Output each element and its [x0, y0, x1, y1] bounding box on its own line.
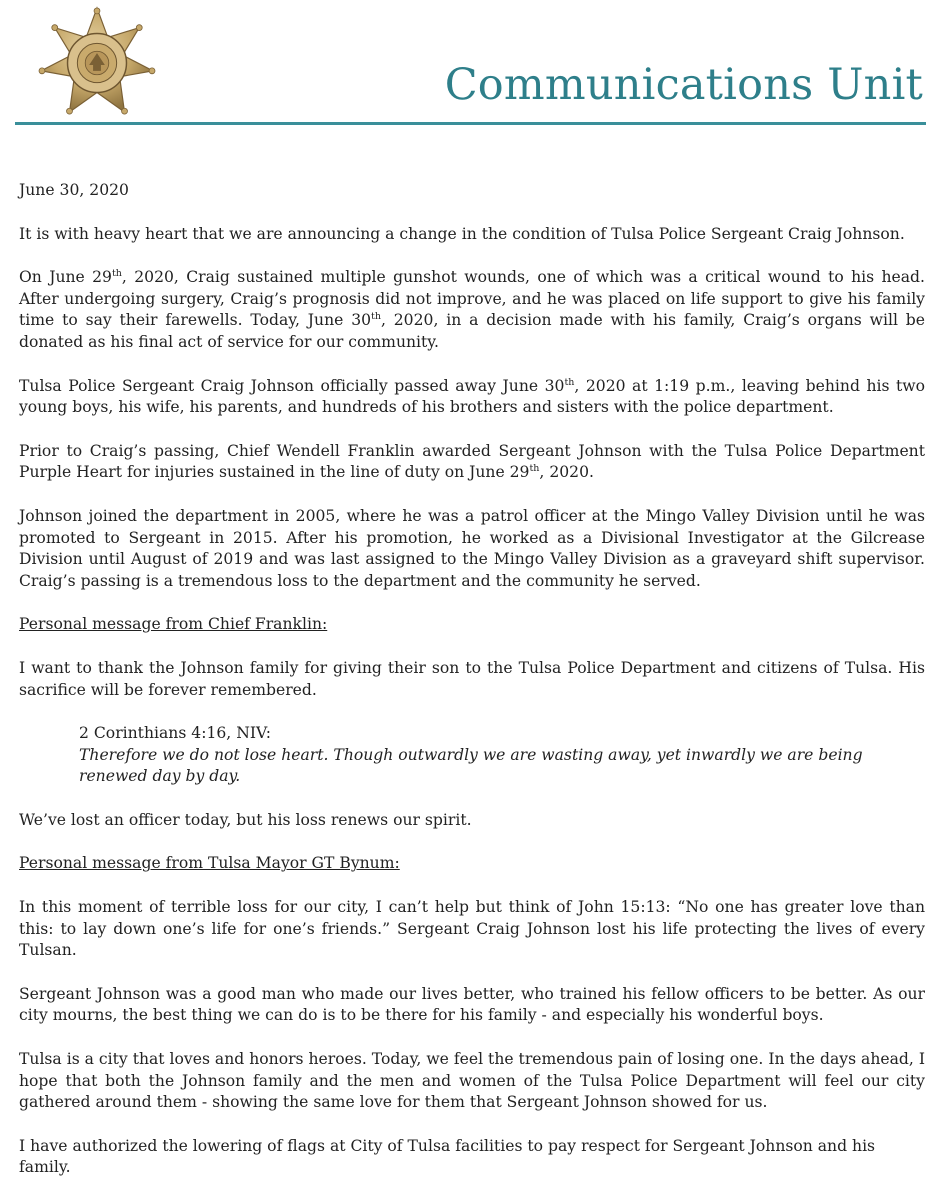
chief-closing: We’ve lost an officer today, but his loss renews our spirit. [19, 810, 472, 829]
chief-message-heading: Personal message from Chief Franklin: [19, 615, 328, 634]
paragraph-passing: Tulsa Police Sergeant Craig Johnson officially passed away June 30th, 2020 at 1:19 p.m., leaving behind his two young boys, his wife, his parents, and hundreds of his brothers and sisters with the police department. [19, 376, 925, 417]
letter-body [19, 180, 925, 1201]
paragraph-career: Johnson joined the department in 2005, where he was a patrol officer at the Mingo Valley Division until he was promoted to Sergeant in 2015. After his promotion, he worked as a Divisional Investigator at the Gilcrease Division until August of 2019 and was last assigned to the Mingo Valley Division as a graveyard shift supervisor. Craig’s passing is a tremendous loss to the department and the community he served. [19, 506, 925, 590]
mayor-message-heading: Personal message from Tulsa Mayor GT Bynum: [19, 854, 400, 873]
chief-message-paragraph: I want to thank the Johnson family for giving their son to the Tulsa Police Department and citizens of Tulsa. His sacrifice will be forever remembered. [19, 658, 925, 699]
paragraph-purple-heart: Prior to Craig’s passing, Chief Wendell Franklin awarded Sergeant Johnson with the Tulsa Police Department Purple Heart for injuries sustained in the line of duty on June 29th, 2020. [19, 441, 925, 482]
letter-date: June 30, 2020 [19, 181, 129, 199]
scripture-quote [79, 723, 925, 788]
header-divider [15, 122, 926, 125]
mayor-paragraph-1: In this moment of terrible loss for our city, I can’t help but think of John 15:13: “No one has greater love than this: to lay down one’s life for one’s friends.” Sergeant Craig Johnson lost his life protecting the lives of every Tulsan. [19, 898, 925, 960]
mayor-paragraph-3: Tulsa is a city that loves and honors heroes. Today, we feel the tremendous pain of losing one. In the days ahead, I hope that both the Johnson family and the men and women of the Tulsa Police Department will feel our city gathered around them - showing the same love for them that Sergeant Johnson showed for us. [19, 1050, 925, 1112]
mayor-paragraph-4: I have authorized the lowering of flags at City of Tulsa facilities to pay respect for Sergeant Johnson and his family. [19, 1136, 876, 1177]
scripture-reference: 2 Corinthians 4:16, NIV: [79, 724, 271, 743]
paragraph-intro: It is with heavy heart that we are announcing a change in the condition of Tulsa Police Sergeant Craig Johnson. [19, 224, 905, 243]
mayor-paragraph-2: Sergeant Johnson was a good man who made our lives better, who trained his fellow officers to be better. As our city mourns, the best thing we can do is to be there for his family - and especially his wonderful boys. [19, 984, 925, 1025]
unit-title: Communications Unit [444, 60, 923, 110]
letterhead [0, 0, 947, 125]
paragraph-condition: On June 29th, 2020, Craig sustained multiple gunshot wounds, one of which was a critical wound to his head. After undergoing surgery, Craig’s prognosis did not improve, and he was placed on life support to give his family time to say their farewells. Today, June 30th, 2020, in a decision made with his family, Craig’s organs will be donated as his final act of service for our community. [19, 268, 925, 351]
scripture-verse: Therefore we do not lose heart. Though outwardly we are wasting away, yet inwardly we are being renewed day by day. [79, 745, 863, 786]
police-badge-logo [38, 6, 156, 120]
